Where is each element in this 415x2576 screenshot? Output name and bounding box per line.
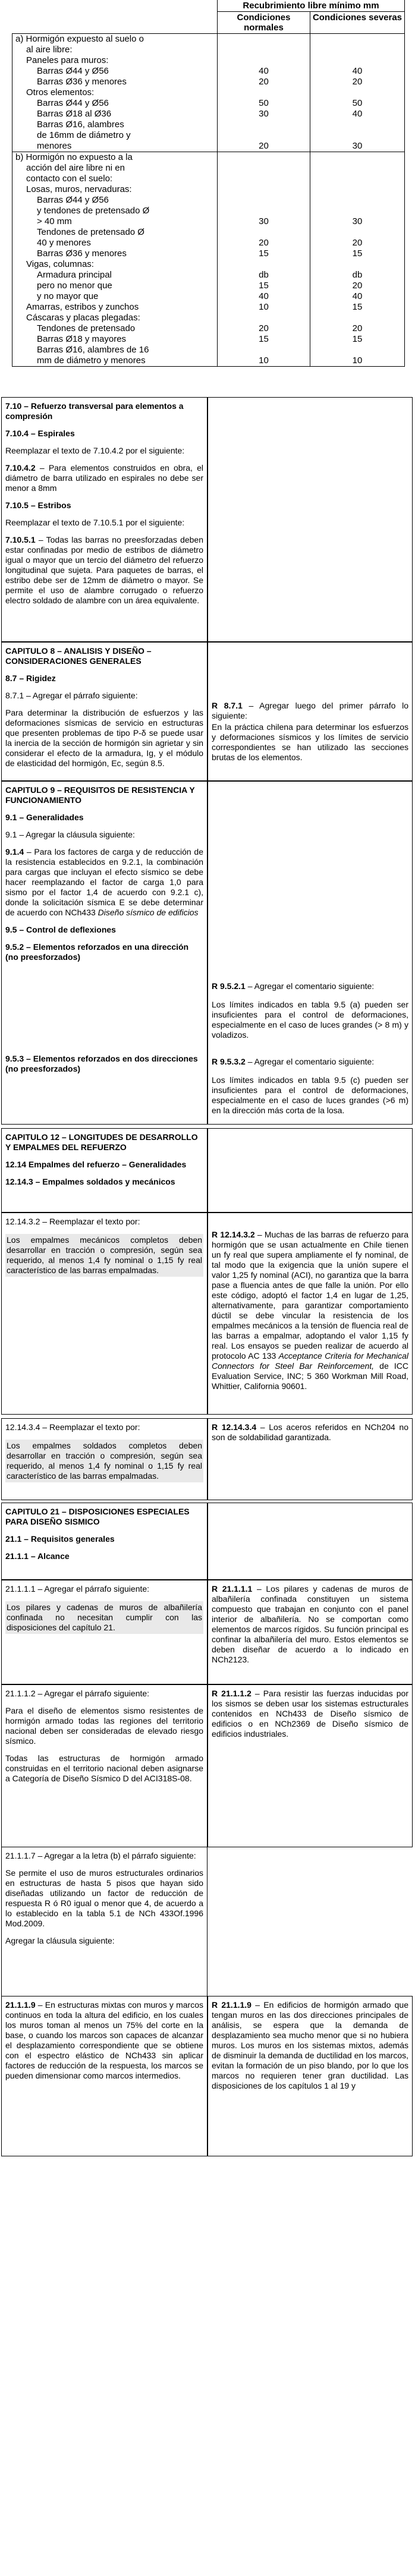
cover-row-normal: 30 bbox=[259, 109, 269, 119]
chapter-8-comment bbox=[208, 642, 413, 781]
s21119-para: 21.1.1.9 – En estructuras mixtas con muros y marcos continuos en toda la altura del edificio, en los cuales los muros toman al menos un 75% del corte en la base, o cuando los marcos son capaces de alcanzar el desplazamiento correspondiente que se obtiene con el espectro elástico de NCh433 sin aplicar factores de reducción de la respuesta, los marcos se pueden dimensionar como marcos intermedios. bbox=[5, 2000, 203, 2080]
cover-section-a-normal bbox=[218, 34, 310, 152]
section-12-14-3-4-comment bbox=[208, 1418, 413, 1500]
section-12-14-3-4 bbox=[1, 1418, 208, 1500]
r21111-para: R 21.1.1.1 – Los pilares y cadenas de muros de albañilería confinada constituyen un sistema compuesto que trabajan en conjunto con el panel interior de albañilería. No se comportan como elementos de marcos rígidos. Su función principal es confinar la albañilería del muro. Estos elementos se deben diseñar de acuerdo a lo indicado en NCh2123. bbox=[212, 1584, 408, 1664]
cover-row-label: Barras Ø36 y menores bbox=[37, 248, 127, 259]
cover-row-normal: 20 bbox=[259, 77, 269, 87]
chapter-9-comment bbox=[208, 781, 413, 1125]
cover-row-normal bbox=[221, 152, 307, 163]
cover-row-normal bbox=[221, 163, 307, 174]
cover-row-severe: 20 bbox=[352, 323, 363, 333]
ch8-871-text: 8.7.1 – Agregar el párrafo siguiente: bbox=[5, 691, 138, 700]
cover-row-normal: 10 bbox=[259, 302, 269, 312]
s121432-text: 12.14.3.2 – Reemplazar el texto por: bbox=[5, 1217, 140, 1226]
cover-row-severe bbox=[313, 184, 401, 195]
cover-table-wrap bbox=[12, 0, 404, 367]
cover-header-title: Recubrimiento libre mínimo mm bbox=[218, 0, 405, 12]
section-21-1-1-2-comment bbox=[208, 1684, 413, 1847]
cover-row-label: Barras Ø44 y Ø56 bbox=[37, 66, 109, 76]
s7104-heading: 7.10.4 – Espirales bbox=[5, 429, 75, 438]
s121432-body: Los empalmes mecánicos completos deben desarrollar en tracción o compresión, según sea requerido, al menos 1,4 fy nominal o 1,15 fy real característico de las barras empalmadas. bbox=[7, 1235, 202, 1275]
cover-section-a bbox=[12, 34, 405, 152]
cover-row-label: pero no menor que bbox=[37, 281, 112, 291]
cover-row-severe bbox=[313, 259, 401, 270]
cover-col-normal: Condiciones normales bbox=[218, 12, 310, 34]
ch12-12143-heading: 12.14.3 – Empalmes soldados y mecánicos bbox=[5, 1177, 175, 1186]
cover-row-label: Armadura principal bbox=[37, 270, 112, 280]
cover-row-severe: 10 bbox=[352, 355, 363, 366]
s710-title: 7.10 – Refuerzo transversal para elementos a compresión bbox=[5, 401, 184, 421]
cover-row-severe bbox=[313, 119, 401, 130]
chapter-8 bbox=[1, 642, 208, 781]
ch9-95-heading: 9.5 – Control de deflexiones bbox=[5, 925, 116, 934]
cover-row-normal bbox=[221, 55, 307, 66]
cover-row-severe bbox=[313, 130, 401, 141]
r871-body: En la práctica chilena para determinar los esfuerzos y deformaciones sísmicos y los límites de servicio correspondientes se han utilizado las secciones brutas de los elementos. bbox=[212, 722, 408, 762]
s21117-text: 21.1.1.7 – Agregar a la letra (b) el párrafo siguiente: bbox=[5, 1851, 196, 1860]
cover-row-severe bbox=[313, 227, 401, 238]
agregar-clausula: Agregar la cláusula siguiente: bbox=[5, 1936, 115, 1945]
cover-row-normal: 20 bbox=[259, 238, 269, 248]
r871-para: R 8.7.1 – Agregar luego del primer párrafo lo siguiente: bbox=[212, 701, 408, 720]
section-21-1-1-1 bbox=[1, 1580, 208, 1684]
cover-row-label: Otros elementos: bbox=[26, 87, 95, 97]
ch21-title: CAPITULO 21 – DISPOSICIONES ESPECIALES PARA DISEÑO SISMICO bbox=[5, 1507, 190, 1526]
s21111-body: Los pilares y cadenas de muros de albañilería confinada no necesitan cumplir con las disposiciones del capítulo 21. bbox=[7, 1602, 202, 1632]
section-7-10 bbox=[1, 397, 208, 642]
cover-row-label: Barras Ø36 y menores bbox=[37, 77, 127, 87]
cover-row-normal bbox=[221, 45, 307, 55]
cover-row-severe: 20 bbox=[352, 238, 363, 248]
cover-row-label: mm de diámetro y menores bbox=[37, 355, 146, 366]
s21111-text: 21.1.1.1 – Agregar el párrafo siguiente: bbox=[5, 1584, 150, 1594]
ch9-953-heading: 9.5.3 – Elementos reforzados en dos direcciones (no preesforzados) bbox=[5, 1054, 198, 1073]
cover-row-severe: 20 bbox=[352, 77, 363, 87]
cover-table bbox=[12, 0, 405, 367]
cover-row-normal bbox=[221, 345, 307, 355]
cover-row-label: Barras Ø16, alambres de 16 bbox=[37, 345, 149, 355]
cover-row-normal bbox=[221, 195, 307, 206]
cover-row-severe: 20 bbox=[352, 281, 363, 291]
cover-row-normal bbox=[221, 34, 307, 45]
s21112-body: Para el diseño de elementos sismo resistentes de hormigón armado todas las regiones del territorio nacional deben ser consideradas de elevado riesgo sísmico. bbox=[5, 1706, 203, 1746]
section-21-1-1-1-comment bbox=[208, 1580, 413, 1684]
cover-row-label: Barras Ø44 y Ø56 bbox=[37, 195, 109, 205]
cover-row-normal: 20 bbox=[259, 141, 269, 151]
ch21-2111-heading: 21.1.1 – Alcance bbox=[5, 1551, 70, 1561]
section-21-1-1-9 bbox=[1, 1996, 208, 2156]
cover-row-label: Vigas, columnas: bbox=[26, 259, 94, 269]
cover-row-severe bbox=[313, 163, 401, 174]
ch9-91-text: 9.1 – Agregar la cláusula siguiente: bbox=[5, 830, 135, 839]
ch9-914-para: 9.1.4 – Para los factores de carga y de reducción de la resistencia establecidos en 9.2.1, la combinación para cargas que incluyan el efecto sísmico se debe hacer reemplazando el factor de carga 1,0 para sismo por el factor 1,4 de acuerdo con 9.2.1 c), donde la solicitación sísmica E se debe determinar de acuerdo con NCh433 Diseño sísmico de edificios bbox=[5, 847, 203, 917]
cover-row-normal bbox=[221, 259, 307, 270]
cover-header-sub bbox=[12, 12, 405, 34]
r9521-para: R 9.5.2.1 – Agregar el comentario siguiente: bbox=[212, 981, 375, 991]
s71051-para: 7.10.5.1 – Todas las barras no preesforzadas deben estar confinadas por medio de estribos de diámetro igual o mayor que un tercio del diámetro del refuerzo longitudinal que sujeta. Para paquetes de barras, el estribo debe ser de 12mm de diámetro o mayor. Se permite el uso de alambre corrugado o refuerzo electro soldado de alambre con un área equivalente. bbox=[5, 535, 203, 605]
cover-row-label: y no mayor que bbox=[37, 291, 99, 301]
ch9-title: CAPITULO 9 – REQUISITOS DE RESISTENCIA Y FUNCIONAMIENTO bbox=[5, 785, 195, 805]
cover-row-severe: 40 bbox=[352, 291, 363, 301]
ch12-1214-heading: 12.14 Empalmes del refuerzo – Generalidades bbox=[5, 1160, 187, 1169]
ch21-211-heading: 21.1 – Requisitos generales bbox=[5, 1534, 115, 1544]
cover-row-normal: 40 bbox=[259, 291, 269, 301]
cover-row-normal: 30 bbox=[259, 216, 269, 226]
cover-row-normal: 50 bbox=[259, 98, 269, 108]
ch9-952-heading: 9.5.2 – Elementos reforzados en una dirección (no preesforzados) bbox=[5, 942, 189, 962]
cover-row-severe: db bbox=[352, 270, 363, 280]
cover-row-normal bbox=[221, 313, 307, 323]
cover-row-severe bbox=[313, 87, 401, 98]
chapter-12 bbox=[1, 1128, 208, 1213]
cover-row-severe: 15 bbox=[352, 302, 363, 312]
r121434-para: R 12.14.3.4 – Los aceros referidos en NCh204 no son de soldabilidad garantizada. bbox=[212, 1422, 408, 1442]
r21119-para: R 21.1.1.9 – En edificios de hormigón armado que tengan muros en las dos direcciones principales de análisis, se espera que la demanda de desplazamiento sea mucho menor que si no hubiera muros. Los muros en los sistemas mixtos, además de disminuir la demanda de ductilidad en los marcos, evitan la formación de un piso blando, por lo que los marcos no requieren tener gran ductilidad. Las disposiciones de los capítulos 1 al 19 y bbox=[212, 2000, 408, 2090]
cover-row-label: Tendones de pretensado Ø bbox=[37, 227, 144, 237]
ch8-title: CAPITULO 8 – ANALISIS Y DISEÑO – CONSIDERACIONES GENERALES bbox=[5, 646, 152, 666]
cover-row-normal: 40 bbox=[259, 66, 269, 76]
cover-row-normal: 10 bbox=[259, 355, 269, 366]
section-21-1-1-7 bbox=[1, 1847, 208, 1996]
cover-row-normal bbox=[221, 206, 307, 216]
cover-row-label: y tendones de pretensado Ø bbox=[37, 206, 150, 216]
s7104-text: Reemplazar el texto de 7.10.4.2 por el siguiente: bbox=[5, 446, 185, 455]
chapter-21-comment-col bbox=[208, 1503, 413, 1580]
cover-section-b-normal bbox=[218, 152, 310, 367]
chapter-21 bbox=[1, 1503, 208, 1580]
cover-row-label: Barras Ø18 al Ø36 bbox=[37, 109, 112, 119]
cover-section-b-severe bbox=[310, 152, 405, 367]
s21112-body2: Todas las estructuras de hormigón armado construidas en el territorio nacional deben asignarse a Categoría de Diseño Sísmico D del ACI318S-08. bbox=[5, 1753, 203, 1783]
cover-row-label: de 16mm de diámetro y bbox=[37, 130, 131, 140]
section-21-1-1-2 bbox=[1, 1684, 208, 1847]
ch9-91-heading: 9.1 – Generalidades bbox=[5, 813, 84, 822]
s121434-body: Los empalmes soldados completos deben desarrollar en tracción o compresión, según sea requerido, al menos 1,4 fy nominal o 1,15 fy real característico de las barras empalmadas. bbox=[7, 1441, 202, 1481]
cover-row-severe bbox=[313, 206, 401, 216]
cover-row-label: acción del aire libre ni en bbox=[26, 163, 125, 173]
cover-row-label: Barras Ø18 y mayores bbox=[37, 334, 127, 344]
section-12-14-3-2-comment bbox=[208, 1213, 413, 1415]
cover-row-label: Barras Ø44 y Ø56 bbox=[37, 98, 109, 108]
section-12-14-3-2 bbox=[1, 1213, 208, 1415]
chapter-12-comment-col bbox=[208, 1128, 413, 1213]
cover-row-label: Barras Ø16, alambres bbox=[37, 119, 124, 130]
s121434-text: 12.14.3.4 – Reemplazar el texto por: bbox=[5, 1422, 140, 1432]
cover-section-a-text bbox=[12, 34, 218, 152]
cover-row-severe: 30 bbox=[352, 216, 363, 226]
s21112-text: 21.1.1.2 – Agregar el párrafo siguiente: bbox=[5, 1689, 150, 1698]
s71042-para: 7.10.4.2 – Para elementos construidos en obra, el diámetro de barra utilizado en espirales no debe ser menor a 8mm bbox=[5, 463, 203, 493]
cover-row-normal bbox=[221, 119, 307, 130]
cover-row-severe bbox=[313, 174, 401, 184]
cover-header-top bbox=[12, 0, 405, 12]
cover-row-label: 40 y menores bbox=[37, 238, 91, 248]
cover-row-severe: 15 bbox=[352, 334, 363, 344]
r21112-para: R 21.1.1.2 – Para resistir las fuerzas inducidas por los sismos se deben usar los sistemas estructurales contenidos en NCh433 de Diseño sísmico de edificios o en NCh2369 de Diseño sísmico de edificios industriales. bbox=[212, 1689, 408, 1739]
cover-row-severe bbox=[313, 55, 401, 66]
ch8-871-body: Para determinar la distribución de esfuerzos y las deformaciones sísmicas de servicio en estructuras que presenten problemas de tipo P-δ se puede usar la inercia de la sección de hormigón sin agrietar y sin considerar el efecto de la armadura, Ig, y el módulo de elasticidad del hormigón, Ec, según 8.5. bbox=[5, 708, 203, 768]
cover-row-normal bbox=[221, 184, 307, 195]
cover-row-severe: 40 bbox=[352, 66, 363, 76]
cover-row-label: > 40 mm bbox=[37, 216, 72, 226]
cover-row-severe: 40 bbox=[352, 109, 363, 119]
s7105-text: Reemplazar el texto de 7.10.5.1 por el siguiente: bbox=[5, 518, 185, 527]
cover-row-severe bbox=[313, 34, 401, 45]
r9521-body: Los límites indicados en tabla 9.5 (a) pueden ser insuficientes para el control de deformaciones, especialmente en el caso de luces grandes (> 8 m) y voladizos. bbox=[212, 1000, 408, 1040]
cover-row-label: Losas, muros, nervaduras: bbox=[26, 184, 132, 194]
cover-section-b-text bbox=[12, 152, 218, 367]
cover-row-label: b) Hormigón no expuesto a la bbox=[15, 152, 133, 162]
cover-row-severe bbox=[313, 195, 401, 206]
cover-row-label: menores bbox=[37, 141, 72, 151]
cover-row-severe: 30 bbox=[352, 141, 363, 151]
cover-row-normal: 15 bbox=[259, 281, 269, 291]
cover-row-normal bbox=[221, 227, 307, 238]
cover-row-normal: 15 bbox=[259, 334, 269, 344]
cover-row-normal bbox=[221, 130, 307, 141]
cover-row-severe bbox=[313, 313, 401, 323]
cover-row-label: al aire libre: bbox=[26, 45, 73, 55]
ch12-title: CAPITULO 12 – LONGITUDES DE DESARROLLO Y EMPALMES DEL REFUERZO bbox=[5, 1132, 198, 1152]
r121432-para: R 12.14.3.2 – Muchas de las barras de refuerzo para hormigón que se usan actualmente en Chile tienen un fy real que supera ampliamente el fy nominal, de tal modo que la exigencia que la unión supere el valor 1,25 fy nominal (ACI), no garantiza que la barra pase a fluencia antes de que falle la unión. Por ello este código, adoptó el factor 1,4 en lugar de 1,25, alternativamente, para garantizar comportamiento dúctil se debe vincular la resistencia de los empalmes mecánicos a la tensión de fluencia real de las barras a empalmar, adoptando el valor 1,15 fy real. Los ensayos se pueden realizar de acuerdo al protocolo AC 133 Acceptance Criteria for Mechanical Connectors for Steel Bar Reinforcement, de ICC Evaluation Service, INC; 5 360 Workman Mill Road, Whittier, California 90601. bbox=[212, 1230, 409, 1391]
cover-row-severe bbox=[313, 152, 401, 163]
cover-section-b bbox=[12, 152, 405, 367]
r9532-para: R 9.5.3.2 – Agregar el comentario siguiente: bbox=[212, 1057, 375, 1066]
cover-col-severe: Condiciones severas bbox=[310, 12, 405, 34]
s7105-heading: 7.10.5 – Estribos bbox=[5, 500, 71, 510]
section-7-10-comment-col bbox=[208, 397, 413, 642]
cover-row-label: Amarras, estribos y zunchos bbox=[26, 302, 139, 312]
chapter-9 bbox=[1, 781, 208, 1125]
cover-row-severe bbox=[313, 45, 401, 55]
cover-row-label: Paneles para muros: bbox=[26, 55, 109, 65]
cover-row-normal: db bbox=[259, 270, 269, 280]
cover-row-severe: 15 bbox=[352, 248, 363, 259]
ch8-87-heading: 8.7 – Rigidez bbox=[5, 673, 56, 683]
cover-row-label: a) Hormigón expuesto al suelo o bbox=[15, 34, 144, 44]
cover-row-label: contacto con el suelo: bbox=[26, 174, 113, 184]
s21117-body: Se permite el uso de muros estructurales ordinarios en estructuras de hasta 5 pisos que hayan sido diseñadas utilizando un factor de reducción de respuesta R ó R0 igual o menor que 4, de acuerdo a lo establecido en la tabla 5.1 de NCh 433Of.1996 Mod.2009. bbox=[5, 1868, 203, 1928]
cover-row-normal: 15 bbox=[259, 248, 269, 259]
section-21-1-1-9-comment bbox=[208, 1996, 413, 2156]
cover-row-severe: 50 bbox=[352, 98, 363, 108]
cover-row-severe bbox=[313, 345, 401, 355]
cover-section-a-severe bbox=[310, 34, 405, 152]
r9532-body: Los límites indicados en tabla 9.5 (c) pueden ser insuficientes para el control de deformaciones, especialmente en el caso de luces grandes (>6 m) en la dirección más corta de la losa. bbox=[212, 1075, 408, 1115]
cover-row-normal: 20 bbox=[259, 323, 269, 333]
cover-row-label: Cáscaras y placas plegadas: bbox=[26, 313, 140, 323]
cover-row-normal bbox=[221, 174, 307, 184]
cover-row-label: Tendones de pretensado bbox=[37, 323, 136, 333]
cover-row-normal bbox=[221, 87, 307, 98]
